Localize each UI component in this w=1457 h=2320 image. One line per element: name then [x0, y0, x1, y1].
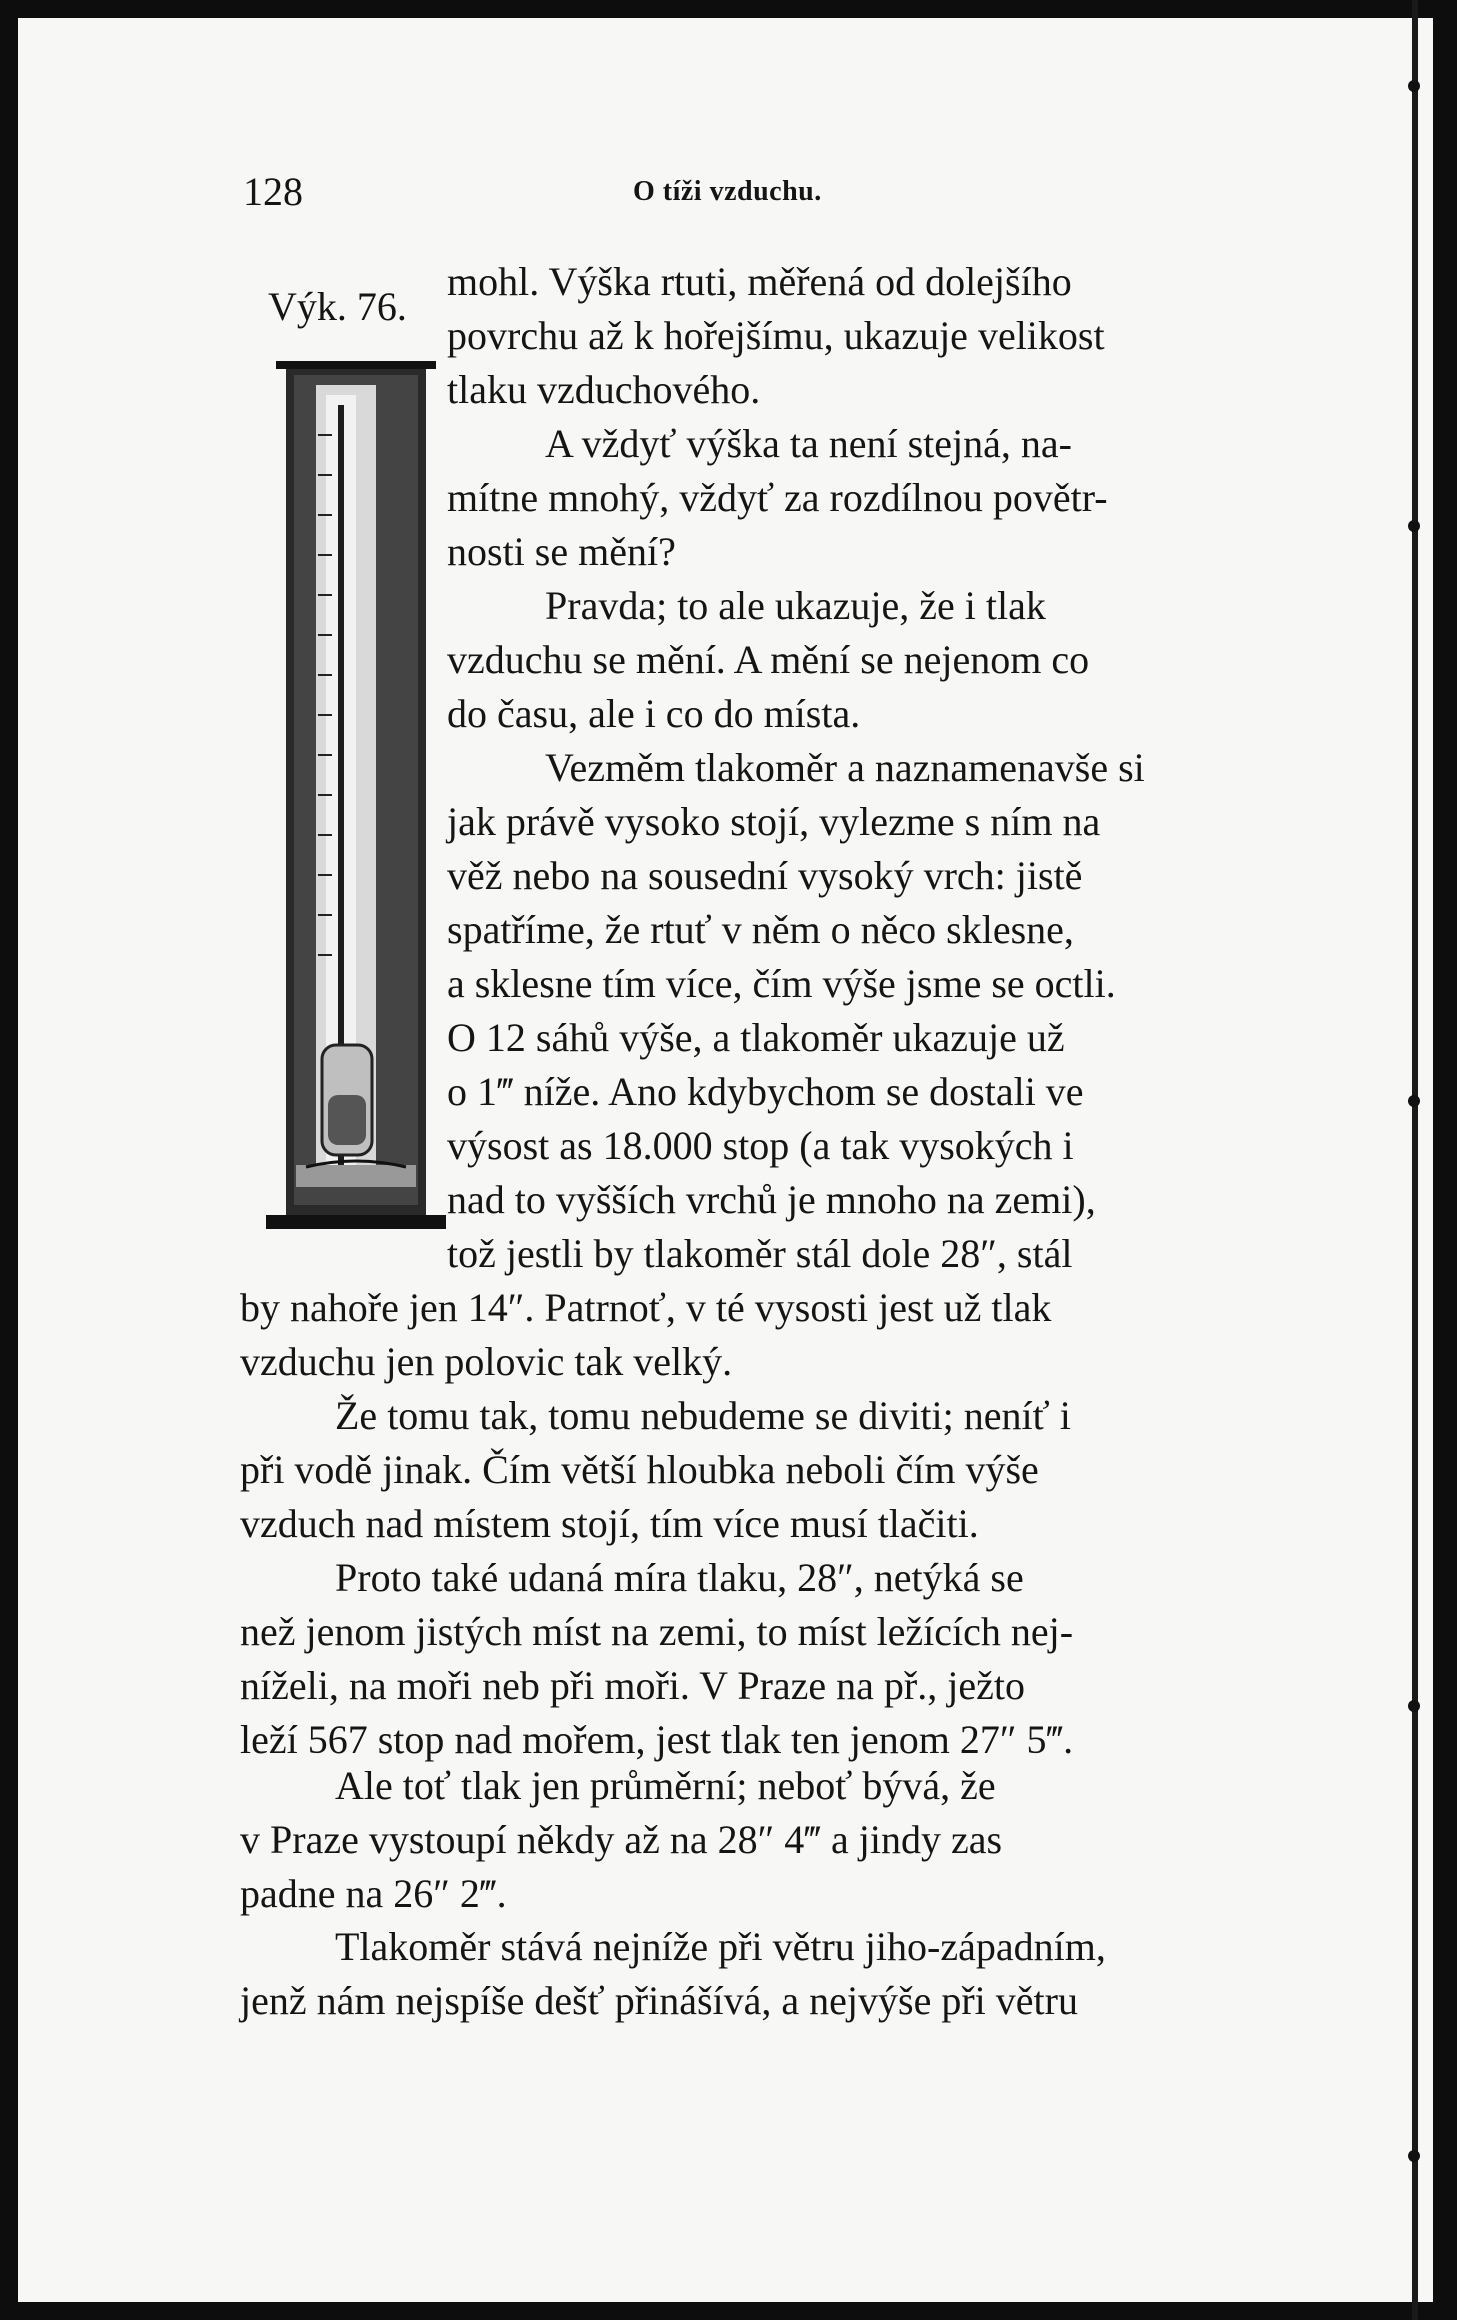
text-line: a sklesne tím více, čím výše jsme se octli. — [447, 961, 1116, 1006]
text-line: mohl. Výška rtuti, měřená od dolejšího — [447, 259, 1072, 304]
paragraph — [335, 1920, 1106, 1974]
text-line: padne na 26″ 2‴. — [240, 1871, 507, 1916]
running-title: O tíži vzduchu. — [633, 176, 822, 207]
page-binding-edge — [1412, 0, 1418, 2320]
text-line: tlaku vzduchového. — [447, 367, 761, 412]
text-line: níželi, na moři neb při moři. V Praze na př., ježto — [240, 1663, 1025, 1708]
text-line: mítne mnohý, vždyť za rozdílnou povětr- — [447, 475, 1108, 520]
paragraph — [447, 633, 1089, 741]
text-line: výsost as 18.000 stop (a tak vysokých i — [447, 1123, 1074, 1168]
text-line: vzduchu se mění. A mění se nejenom co — [447, 637, 1090, 682]
text-line: spatříme, že rtuť v něm o něco sklesne, — [447, 907, 1074, 952]
binding-mark — [1408, 1095, 1420, 1107]
text-line: při vodě jinak. Čím větší hloubka neboli čím výše — [240, 1447, 1039, 1492]
text-line: by nahoře jen 14″. Patrnoť, v té vysosti jest už tlak — [240, 1285, 1052, 1330]
text-line: Že tomu tak, tomu nebudeme se diviti; neníť i — [335, 1393, 1071, 1438]
text-line: o 1‴ níže. Ano kdybychom se dostali ve — [447, 1069, 1084, 1114]
text-line: než jenom jistých míst na zemi, to míst ležících nej- — [240, 1609, 1074, 1654]
text-line: leží 567 stop nad mořem, jest tlak ten jenom 27″ 5‴. — [240, 1717, 1074, 1762]
text-line: Ale toť tlak jen průměrní; neboť bývá, že — [335, 1763, 996, 1808]
paragraph — [335, 1759, 996, 1813]
paragraph — [447, 471, 1108, 579]
text-line: tož jestli by tlakoměr stál dole 28″, stál — [447, 1231, 1073, 1276]
text-line: povrchu až k hořejšímu, ukazuje velikost — [447, 313, 1105, 358]
text-line: Proto také udaná míra tlaku, 28″, netýká se — [335, 1555, 1024, 1600]
text-line: O 12 sáhů výše, a tlakoměr ukazuje už — [447, 1015, 1065, 1060]
text-line: Pravda; to ale ukazuje, že i tlak — [545, 583, 1046, 628]
text-line: nosti se mění? — [447, 529, 676, 574]
paragraph — [545, 741, 1145, 795]
binding-mark — [1408, 520, 1420, 532]
paragraph — [240, 1974, 1078, 2028]
paragraph — [240, 1281, 1051, 1389]
paragraph — [335, 1551, 1024, 1605]
text-line: vzduchu jen polovic tak velký. — [240, 1339, 733, 1384]
paragraph — [447, 795, 1116, 1281]
paragraph — [335, 1389, 1071, 1443]
figure-label: Výk. 76. — [268, 284, 407, 329]
binding-mark — [1408, 80, 1420, 92]
text-line: Tlakoměr stává nejníže při větru jiho-západním, — [335, 1924, 1106, 1969]
binding-mark — [1408, 1700, 1420, 1712]
page-number: 128 — [243, 169, 303, 214]
paragraph — [545, 579, 1046, 633]
barometer-figure — [266, 355, 446, 1245]
binding-mark — [1408, 2150, 1420, 2162]
text-line: jak právě vysoko stojí, vylezme s ním na — [447, 799, 1101, 844]
text-line: vzduch nad místem stojí, tím více musí tlačiti. — [240, 1501, 979, 1546]
paragraph — [240, 1813, 1002, 1921]
text-line: do času, ale i co do místa. — [447, 691, 861, 736]
paragraph — [240, 1605, 1073, 1767]
text-line: Vezměm tlakoměr a naznamenavše si — [545, 745, 1145, 790]
page-header — [243, 168, 1283, 218]
paragraph — [545, 417, 1072, 471]
text-line: A vždyť výška ta není stejná, na- — [545, 421, 1072, 466]
paragraph — [240, 1443, 1039, 1551]
text-line: nad to vyšších vrchů je mnoho na zemi), — [447, 1177, 1096, 1222]
text-line: v Praze vystoupí někdy až na 28″ 4‴ a jindy zas — [240, 1817, 1003, 1862]
paragraph — [447, 255, 1105, 417]
text-line: jenž nám nejspíše dešť přinášívá, a nejvýše při větru — [240, 1978, 1078, 2023]
text-line: věž nebo na sousední vysoký vrch: jistě — [447, 853, 1083, 898]
